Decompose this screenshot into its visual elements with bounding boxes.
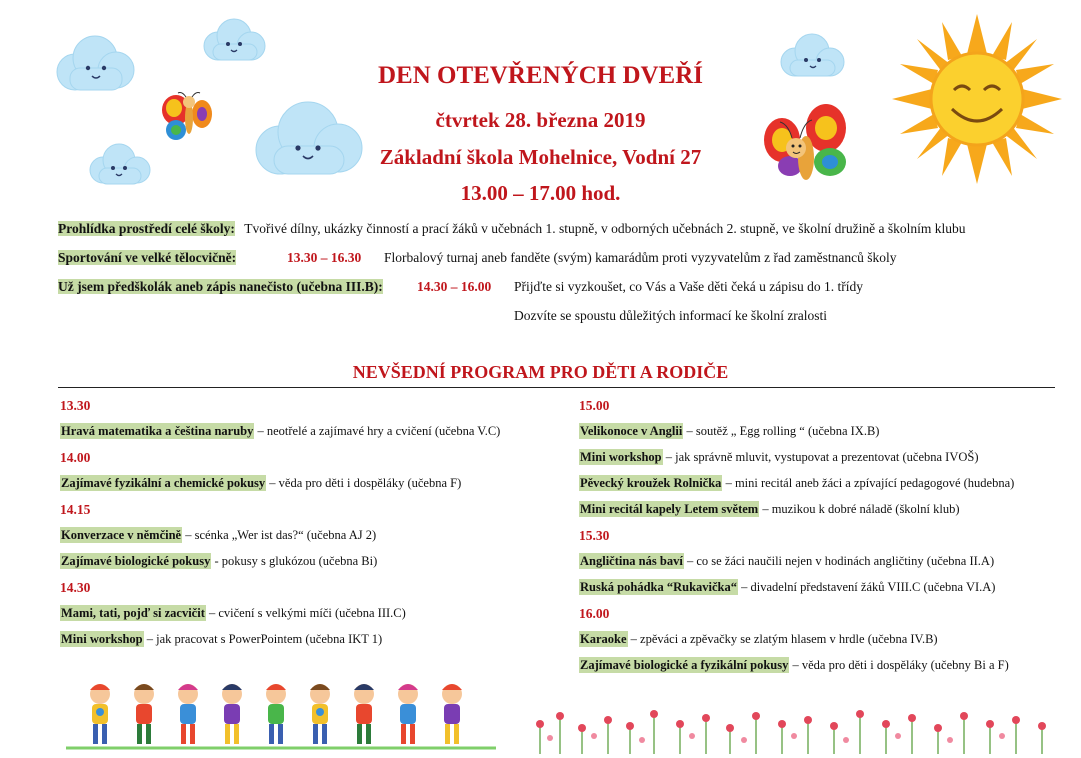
program-item-desc: – cvičení s velkými míči (učebna III.C)	[205, 606, 406, 620]
program-item-title: Mini workshop	[61, 632, 143, 646]
program-item	[579, 658, 1009, 673]
program-item	[60, 476, 461, 491]
program-item-desc: – co se žáci naučili nejen v hodinách angličtiny (učebna II.A)	[683, 554, 995, 568]
intro-label: Prohlídka prostředí celé školy:	[58, 221, 235, 236]
program-item-title: Mini workshop	[580, 450, 662, 464]
program-item-desc: – divadelní představení žáků VIII.C (učebna VI.A)	[738, 580, 996, 594]
intro-row	[58, 250, 236, 266]
intro-text: Dozvíte se spoustu důležitých informací ke školní zralosti	[514, 308, 828, 323]
time-slot: 15.00	[579, 398, 610, 413]
flowers-illustration	[530, 708, 1055, 754]
program-item-desc: – věda pro děti i dospěláky (učebny Bi a F)	[789, 658, 1009, 672]
intro-text: Přijďte si vyzkoušet, co Vás a Vaše děti čeká u zápisu do 1. třídy	[514, 279, 864, 294]
divider	[58, 387, 1055, 388]
program-item-desc: – zpěváci a zpěvačky se zlatým hlasem v hrdle (učebna IV.B)	[627, 632, 938, 646]
time-slot: 14.15	[60, 502, 91, 517]
program-item-desc: – scénka „Wer ist das?“ (učebna AJ 2)	[182, 528, 377, 542]
program-item-title: Velikonoce v Anglii	[580, 424, 683, 438]
cloud-icon	[198, 16, 270, 64]
intro-label: Už jsem předškolák aneb zápis nanečisto (učebna III.B):	[58, 279, 383, 294]
program-item-title: Zajímavé biologické pokusy	[61, 554, 211, 568]
intro-label: Sportování ve velké tělocvičně:	[58, 250, 237, 265]
program-item-title: Mini recitál kapely Letem světem	[580, 502, 759, 516]
program-item-title: Mami, tati, pojď si zacvičit	[61, 606, 205, 620]
program-item-desc: - pokusy s glukózou (učebna Bi)	[211, 554, 378, 568]
intro-row	[58, 221, 965, 237]
time-slot: 15.30	[579, 528, 610, 543]
program-item-title: Hravá matematika a čeština naruby	[61, 424, 254, 438]
program-item-desc: – jak správně mluvit, vystupovat a prezentovat (učebna IVOŠ)	[662, 450, 979, 464]
intro-row	[58, 279, 383, 295]
program-item	[60, 606, 406, 621]
program-item	[60, 424, 500, 439]
program-item	[579, 450, 979, 465]
program-item	[60, 632, 382, 647]
program-item-desc: – neotřelé a zajímavé hry a cvičení (učebna V.C)	[254, 424, 501, 438]
program-item	[579, 554, 994, 569]
program-item-desc: – jak pracovat s PowerPointem (učebna IKT 1)	[143, 632, 383, 646]
program-item	[579, 580, 995, 595]
children-illustration	[66, 680, 496, 752]
school-address: Základní škola Mohelnice, Vodní 27	[379, 145, 702, 169]
program-heading: NEVŠEDNÍ PROGRAM PRO DĚTI A RODIČE	[352, 362, 729, 382]
program-item	[579, 424, 879, 439]
program-item-desc: – mini recitál aneb žáci a zpívající pedagogové (hudebna)	[722, 476, 1015, 490]
program-item	[579, 502, 960, 517]
intro-time: 14.30 – 16.00	[417, 279, 492, 294]
intro-time: 13.30 – 16.30	[287, 250, 362, 265]
time-slot: 16.00	[579, 606, 610, 621]
program-item-title: Ruská pohádka “Rukavička“	[580, 580, 738, 594]
program-item-title: Karaoke	[580, 632, 627, 646]
program-item	[60, 554, 377, 569]
intro-text: Tvořivé dílny, ukázky činností a prací žáků v učebnách 1. stupně, v odborných učebnách 2. stupně, ve školní družině a školním klubu	[244, 221, 966, 236]
program-item	[60, 528, 376, 543]
event-hours: 13.00 – 17.00 hod.	[460, 181, 621, 205]
program-item-desc: – věda pro děti i dospěláky (učebna F)	[266, 476, 462, 490]
program-item-desc: – soutěž „ Egg rolling “ (učebna IX.B)	[683, 424, 880, 438]
program-item-title: Zajímavé fyzikální a chemické pokusy	[61, 476, 266, 490]
time-slot: 14.00	[60, 450, 91, 465]
intro-text: Florbalový turnaj aneb fanděte (svým) kamarádům proti vyzyvatelům z řad zaměstnanců školy	[384, 250, 897, 265]
page-title: DEN OTEVŘENÝCH DVEŘÍ	[377, 62, 704, 89]
program-item-desc: – muzikou k dobré náladě (školní klub)	[759, 502, 960, 516]
program-item-title: Zajímavé biologické a fyzikální pokusy	[580, 658, 789, 672]
event-date: čtvrtek 28. března 2019	[435, 108, 646, 132]
program-item-title: Konverzace v němčině	[61, 528, 182, 542]
program-item	[579, 632, 938, 647]
program-item	[579, 476, 1014, 491]
time-slot: 14.30	[60, 580, 91, 595]
time-slot: 13.30	[60, 398, 91, 413]
program-item-title: Pěvecký kroužek Rolnička	[580, 476, 722, 490]
program-item-title: Angličtina nás baví	[580, 554, 683, 568]
